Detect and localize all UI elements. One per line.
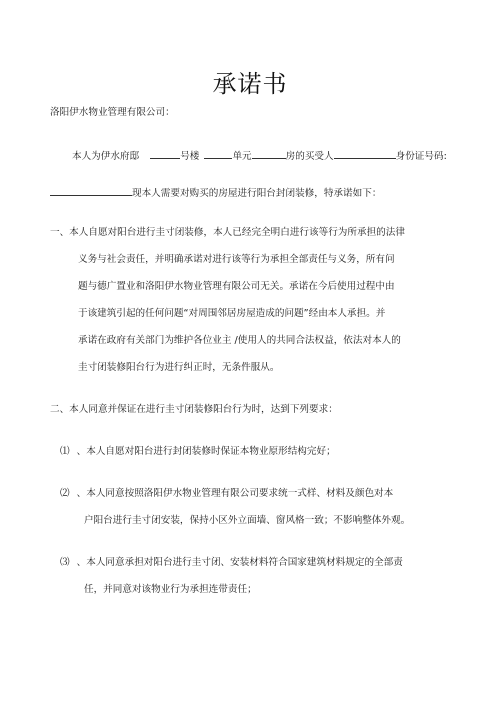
section1-line-2: 义务与社会责任，并明确承诺对进行该等行为承担全部责任与义务，所有问 — [78, 254, 395, 265]
intro-part-2: 号楼 — [180, 151, 200, 162]
intro-part-6: 现本人需要对购买的房屋进行阳台封闭装修，特承诺如下： — [132, 188, 382, 199]
intro-part-4: 房的买受人 — [285, 151, 334, 162]
item-2-line-1 — [60, 487, 393, 501]
addressee: 洛阳伊水物业管理有限公司： — [50, 107, 175, 118]
item-1-line-1 — [60, 445, 336, 459]
item-2-line-2: 户阳台进行圭寸闭安装，保持小区外立面墙、窗风格一致；不影响整体外观。 — [84, 515, 411, 526]
intro-line-2 — [50, 185, 381, 201]
section1-line-5: 承诺在政府有关部门为维护各位业主 /使用人的共同合法权益，依法对本人的 — [78, 335, 401, 346]
section1-line-4: 于该建筑引起的任何问题“对周围邻居房屋造成的问题”经由本人承担。并 — [78, 308, 386, 319]
section1-line-6: 圭寸闭装修阳台行为进行纠正时，无条件服从。 — [78, 362, 280, 373]
section2-heading: 二、本人同意并保证在进行圭寸闭装修阳台行为时，达到下列要求： — [50, 404, 338, 415]
item-2-text: 、本人同意按照洛阳伊水物业管理有限公司要求统一式样、材料及颜色对本 — [76, 488, 394, 499]
intro-line-1 — [72, 148, 447, 164]
building-number-blank — [150, 148, 180, 159]
item-3-line-1 — [60, 556, 403, 570]
item-3-number: ⑶ — [60, 557, 70, 568]
unit-number-blank — [204, 148, 232, 159]
item-3-text: 、本人同意承担对阳台进行圭寸闭、安装材料符合国家建筑材料规定的全部责 — [76, 557, 403, 568]
item-2-number: ⑵ — [60, 488, 70, 499]
intro-part-1: 本人为伊水府邸 — [72, 151, 140, 162]
room-number-blank — [252, 148, 286, 159]
intro-part-5: 身份证号码: — [395, 151, 447, 162]
item-1-text: 、本人自愿对阳台进行封闭装修时保证本物业原形结构完好； — [76, 446, 336, 457]
section1-line-1: 一、本人自愿对阳台进行圭寸闭装修，本人已经完全明白进行该等行为所承担的法律 — [50, 227, 405, 238]
buyer-name-blank — [334, 148, 396, 159]
section1-line-3: 题与德广置业和洛阳伊水物业管理有限公司无关。承诺在今后使用过程中由 — [78, 281, 395, 292]
id-number-blank — [50, 185, 132, 196]
item-1-number: ⑴ — [60, 446, 70, 457]
item-3-line-2: 任，并同意对该物业行为承担连带责任； — [84, 584, 257, 595]
intro-part-3: 单元 — [232, 151, 252, 162]
document-title: 承诺书 — [212, 70, 288, 98]
